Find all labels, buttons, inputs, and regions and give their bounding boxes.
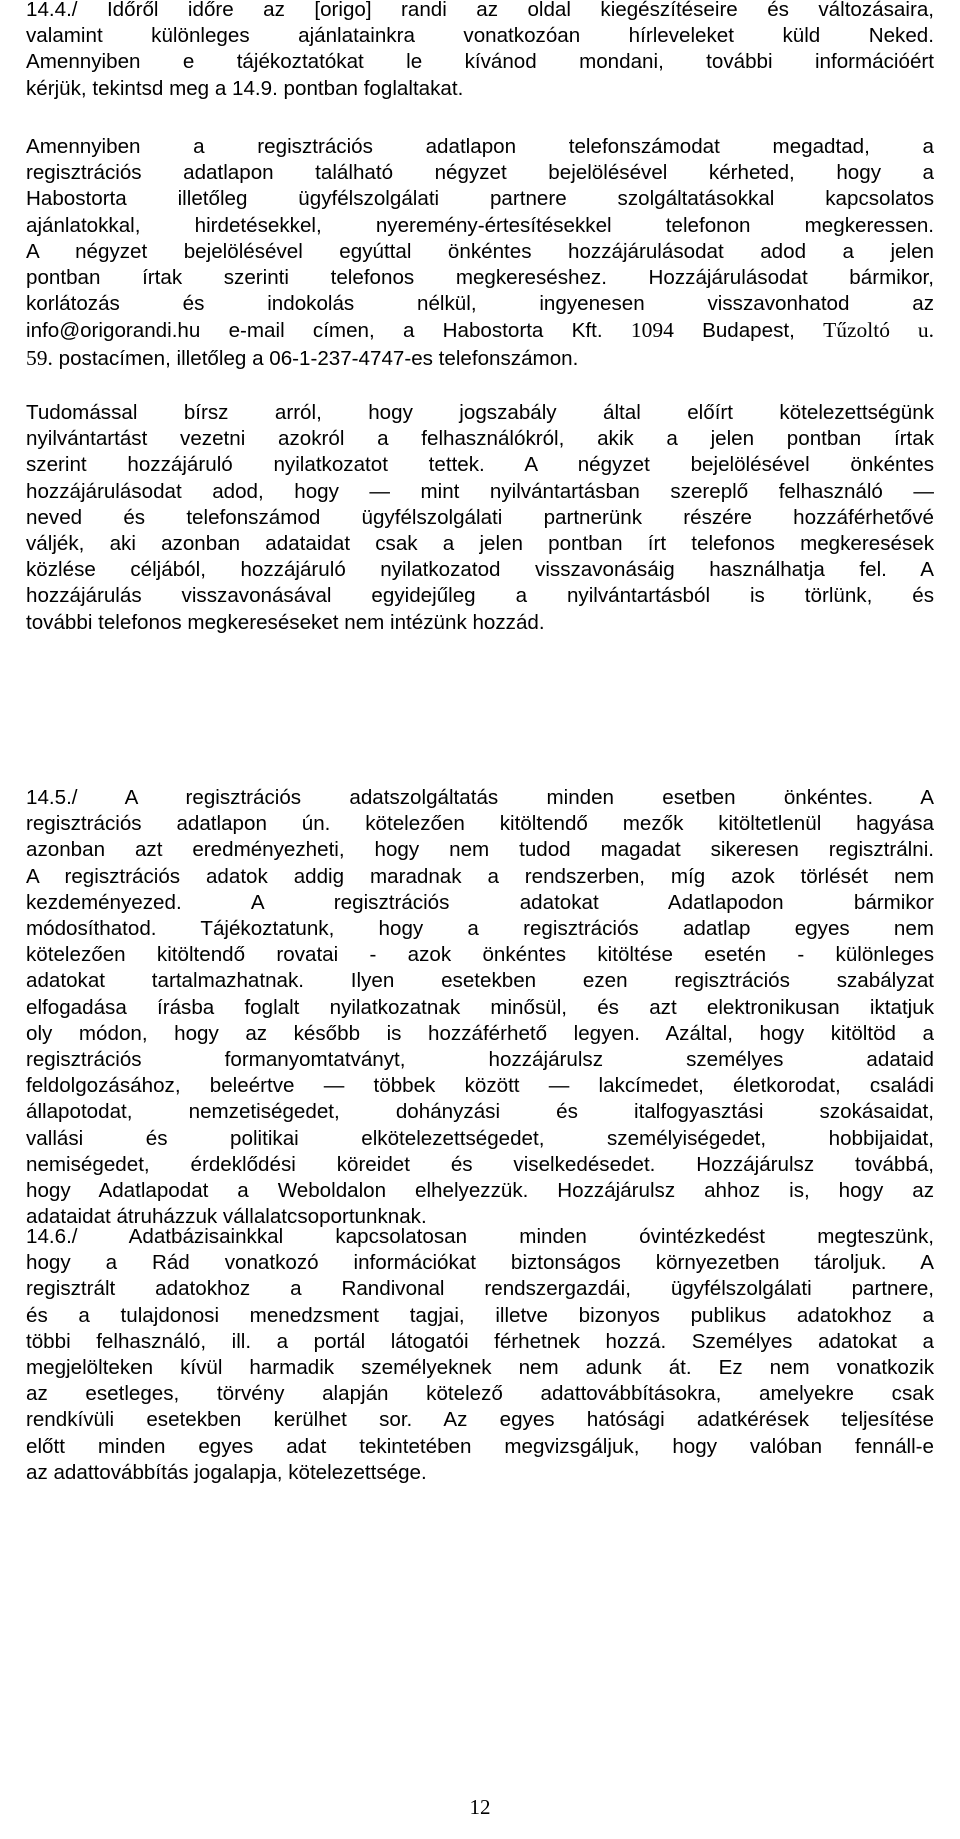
text-line: adataidat átruházzuk vállalatcsoportunknak. bbox=[26, 1205, 427, 1229]
text-line: 14.5./ A regisztrációs adatszolgáltatás minden esetben önkéntes. A bbox=[26, 786, 934, 809]
text-line: A regisztrációs adatok addig maradnak a rendszerben, míg azok törlését nem bbox=[26, 864, 934, 888]
address-postcode: 1094 bbox=[630, 318, 674, 343]
text-line: megjelölteken kívül harmadik személyeknek nem adunk át. Ez nem vonatkozik bbox=[26, 1356, 934, 1380]
text-line: hogy Adatlapodat a Weboldalon elhelyezzük. Hozzájárulsz ahhoz is, hogy az bbox=[26, 1179, 934, 1203]
text-line: szerint hozzájáruló nyilatkozatot tettek. A négyzet bejelölésével önkéntes bbox=[26, 453, 934, 477]
text-line: nyilvántartást vezetni azokról a felhasználókról, akik a jelen pontban írtak bbox=[26, 427, 934, 451]
text-line: kezdeményezed. A regisztrációs adatokat Adatlapodon bármikor bbox=[26, 890, 934, 914]
text-line: elfogadása írásba foglalt nyilatkozatnak minősül, és azt elektronikusan iktatjuk bbox=[26, 995, 934, 1019]
text-line: neved és telefonszámod ügyfélszolgálati partnerünk részére hozzáférhetővé bbox=[26, 505, 934, 529]
page-number: 12 bbox=[469, 1795, 491, 1819]
paragraph-14-6 bbox=[26, 1224, 934, 1486]
text-line: adatokat tartalmazhatnak. Ilyen esetekben ezen regisztrációs szabályzat bbox=[26, 969, 934, 993]
text-line: és a tulajdonosi menedzsment tagjai, illetve bizonyos publikus adatokhoz a bbox=[26, 1303, 934, 1327]
text-line: ajánlatokkal, hirdetésekkel, nyeremény-értesítésekkel telefonon megkeressen. bbox=[26, 213, 934, 237]
text-line: A négyzet bejelölésével egyúttal önkéntes hozzájárulásodat adod a jelen bbox=[26, 239, 934, 263]
text-line: az esetleges, törvény alapján kötelező adattovábbításokra, amelyekre csak bbox=[26, 1382, 934, 1406]
address-number: 59. bbox=[26, 345, 53, 370]
text-line: többi felhasználó, ill. a portál látogatói férhetnek hozzá. Személyes adatokat a bbox=[26, 1329, 934, 1353]
text-line: regisztrációs adatlapon ún. kötelezően kitöltendő mezők kitöltetlenül hagyása bbox=[26, 812, 934, 836]
text-line: váljék, aki azonban adataidat csak a jelen pontban írt telefonos megkeresések bbox=[26, 532, 934, 556]
text-line: pontban írtak szerinti telefonos megkereséshez. Hozzájárulásodat bármikor, bbox=[26, 266, 934, 290]
text-line: hozzájárulás visszavonásával egyidejűleg a nyilvántartásból is törlünk, és bbox=[26, 584, 934, 608]
text-line: azonban azt eredményezheti, hogy nem tudod magadat sikeresen regisztrálni. bbox=[26, 838, 934, 862]
text-line: nemiségedet, érdeklődési köreidet és viselkedésedet. Hozzájárulsz továbbá, bbox=[26, 1152, 934, 1176]
text-line: regisztrációs adatlapon található négyzet bejelölésével kérheted, hogy a bbox=[26, 161, 934, 185]
text-line: Amennyiben e tájékoztatókat le kívánod mondani, további információért bbox=[26, 50, 934, 74]
text-line: 14.4./ Időről időre az [origo] randi az oldal kiegészítéseire és változásaira, bbox=[26, 0, 934, 21]
paragraph-phone-consent bbox=[26, 134, 934, 372]
text-line: rendkívüli esetekben kerülhet sor. Az egyes hatósági adatkérések teljesítése bbox=[26, 1408, 934, 1432]
address-prefix: info@origorandi.hu e-mail címen, a Habostorta Kft. bbox=[26, 319, 603, 343]
text-line: 14.6./ Adatbázisainkkal kapcsolatosan minden óvintézkedést megteszünk, bbox=[26, 1225, 934, 1248]
text-line: hozzájárulásodat adod, hogy — mint nyilvántartásban szereplő felhasználó — bbox=[26, 479, 934, 503]
text-line: regisztrációs formanyomtatványt, hozzájárulsz személyes adataid bbox=[26, 1048, 934, 1072]
address-street: Tűzoltó u. bbox=[823, 318, 934, 343]
text-line: korlátozás és indokolás nélkül, ingyenesen visszavonhatod az bbox=[26, 292, 934, 316]
text-line: regisztrált adatokhoz a Randivonal rendszergazdái, ügyfélszolgálati partnere, bbox=[26, 1277, 934, 1301]
text-line: Amennyiben a regisztrációs adatlapon telefonszámodat megadtad, a bbox=[26, 135, 934, 158]
text-line: az adattovábbítás jogalapja, kötelezettsége. bbox=[26, 1460, 427, 1484]
text-line: feldolgozásához, beleértve — többek között — lakcímedet, életkorodat, családi bbox=[26, 1074, 934, 1098]
text-line: vallási és politikai elkötelezettségedet, személyiségedet, hobbijaidat, bbox=[26, 1126, 934, 1150]
text-line: közlése céljából, hozzájáruló nyilatkozatod visszavonásáig használhatja fel. A bbox=[26, 558, 934, 582]
address-suffix: postacímen, illetőleg a 06-1-237-4747-es telefonszámon. bbox=[58, 346, 579, 370]
text-line: állapotodat, nemzetiségedet, dohányzási és italfogyasztási szokásaidat, bbox=[26, 1100, 934, 1124]
address-city: Budapest, bbox=[702, 319, 795, 343]
text-line: módosíthatod. Tájékoztatunk, hogy a regisztrációs adatlap egyes nem bbox=[26, 917, 934, 941]
text-line: előtt minden egyes adat tekintetében megvizsgáljuk, hogy valóban fennáll-e bbox=[26, 1434, 934, 1458]
text-line: Habostorta illetőleg ügyfélszolgálati partnere szolgáltatásokkal kapcsolatos bbox=[26, 187, 934, 211]
paragraph-14-4 bbox=[26, 0, 934, 102]
text-line: hogy a Rád vonatkozó információkat biztonságos környezetben tároljuk. A bbox=[26, 1251, 934, 1275]
paragraph-records bbox=[26, 400, 934, 636]
text-line bbox=[26, 345, 934, 372]
text-line-with-address bbox=[26, 317, 934, 344]
paragraph-14-5 bbox=[26, 785, 934, 1230]
text-line: oly módon, hogy az később is hozzáférhető legyen. Azáltal, hogy kitöltöd a bbox=[26, 1021, 934, 1045]
text-line: kötelezően kitöltendő rovatai - azok önkéntes kitöltése esetén - különleges bbox=[26, 943, 934, 967]
text-line: további telefonos megkereséseket nem intézünk hozzád. bbox=[26, 610, 545, 634]
text-line: valamint különleges ajánlatainkra vonatkozóan hírleveleket küld Neked. bbox=[26, 24, 934, 48]
text-line: Tudomással bírsz arról, hogy jogszabály által előírt kötelezettségünk bbox=[26, 401, 934, 424]
text-line: kérjük, tekintsd meg a 14.9. pontban foglaltakat. bbox=[26, 76, 464, 100]
